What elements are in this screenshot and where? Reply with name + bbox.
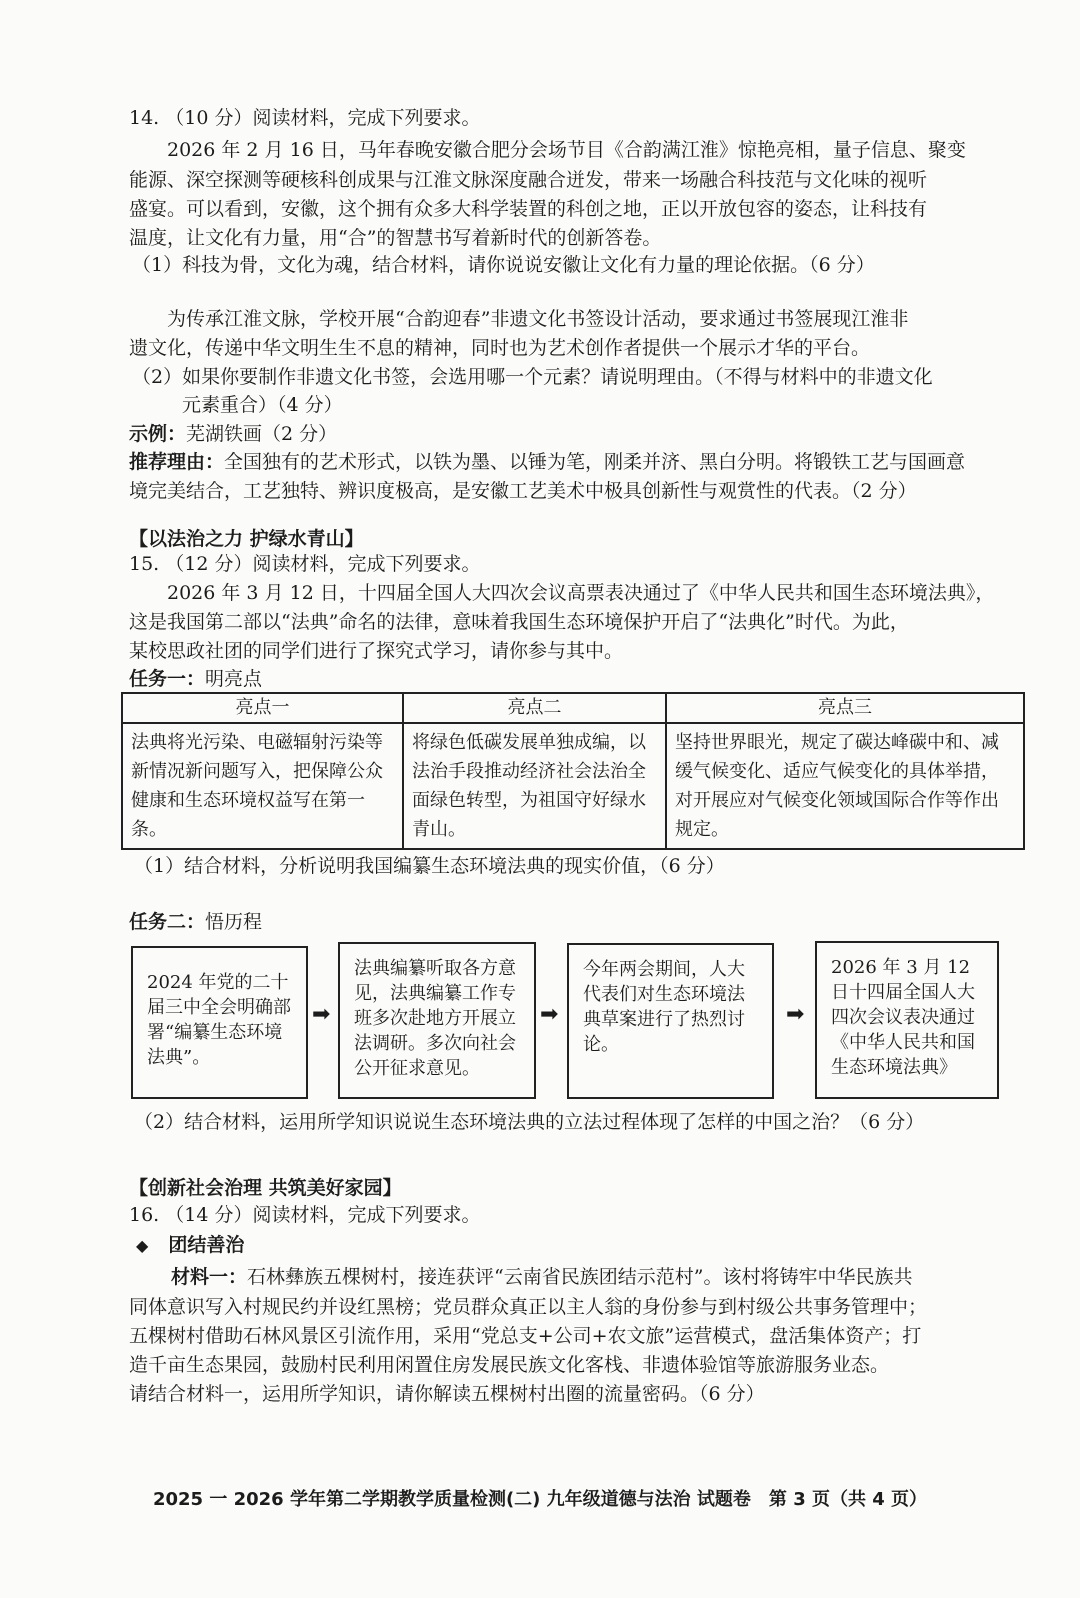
table-cell: 坚持世界眼光，规定了碳达峰碳中和、减缓气候变化、适应气候变化的具体举措，对开展应对气候变化领域国际合作等作出规定。	[666, 723, 1024, 849]
material-line	[171, 1263, 912, 1292]
table-header: 亮点二	[403, 693, 666, 723]
table-header: 亮点一	[122, 693, 403, 723]
material-label: 材料一：	[171, 1266, 248, 1288]
q14-subquestion-1: （1）科技为骨，文化为魂，结合材料，请你说说安徽让文化有力量的理论依据。（6 分）	[132, 254, 875, 276]
task2-label: 任务二：	[129, 911, 206, 933]
flow-step-2: 法典编纂听取各方意见，法典编纂工作专班多次赴地方开展立法调研。多次向社会公开征求意见。	[338, 942, 536, 1099]
q16-material-line: 五棵树村借助石林风景区引流作用，采用“党总支+公司+农文旅”运营模式，盘活集体资产；打	[129, 1325, 922, 1347]
example-label: 示例：	[129, 423, 187, 445]
flow-step-3: 今年两会期间，人大代表们对生态环境法典草案进行了热烈讨论。	[567, 943, 774, 1099]
q15-title: 15. （12 分）阅读材料，完成下列要求。	[129, 553, 481, 575]
q15-subquestion-2: （2）结合材料，运用所学知识说说生态环境法典的立法过程体现了怎样的中国之治？（6 分）	[134, 1111, 925, 1133]
task2-line	[129, 908, 262, 937]
q15-material-line: 2026 年 3 月 12 日，十四届全国人大四次会议高票表决通过了《中华人民共和国生态环境法典》，	[167, 582, 995, 604]
bullet-line	[136, 1231, 244, 1260]
example-text: 芜湖铁画（2 分）	[186, 423, 338, 445]
table-row	[122, 723, 1024, 849]
task2-name: 悟历程	[205, 911, 263, 933]
section-heading: 【以法治之力 护绿水青山】	[129, 528, 364, 550]
table-cell: 法典将光污染、电磁辐射污染等新情况新问题写入，把保障公众健康和生态环境权益写在第一条。	[122, 723, 403, 849]
q14-material2-line: 为传承江淮文脉，学校开展“合韵迎春”非遗文化书签设计活动，要求通过书签展现江淮非	[167, 308, 909, 330]
q14-title: 14. （10 分）阅读材料，完成下列要求。	[129, 107, 481, 129]
material-text: 石林彝族五棵树村，接连获评“云南省民族团结示范村”。该村将铸牢中华民族共	[247, 1266, 913, 1288]
q16-material-line: 同体意识写入村规民约并设红黑榜；党员群众真正以主人翁的身份参与到村级公共事务管理中；	[129, 1296, 928, 1318]
diamond-bullet-icon: ◆	[136, 1236, 149, 1255]
flow-step-1: 2024 年党的二十届三中全会明确部署“编纂生态环境法典”。	[131, 946, 308, 1099]
table-cell: 将绿色低碳发展单独成编，以法治手段推动经济社会法治全面绿色转型，为祖国守好绿水青山。	[403, 723, 666, 849]
reason-text-cont: 境完美结合，工艺独特、辨识度极高，是安徽工艺美术中极具创新性与观赏性的代表。（2 分）	[129, 480, 917, 502]
task1-label: 任务一：	[129, 668, 206, 690]
task1-line	[129, 665, 262, 694]
right-arrow-icon: ➡	[540, 1002, 559, 1027]
q14-material2-line: 遗文化，传递中华文明生生不息的精神，同时也为艺术创作者提供一个展示才华的平台。	[129, 337, 871, 359]
right-arrow-icon: ➡	[786, 1002, 805, 1027]
q15-subquestion-1: （1）结合材料，分析说明我国编纂生态环境法典的现实价值，（6 分）	[134, 855, 725, 877]
page-footer: 2025 一 2026 学年第二学期教学质量检测(二) 九年级道德与法治 试题卷 第 3 页（共 4 页）	[152, 1489, 928, 1510]
bullet-title: 团结善治	[168, 1234, 245, 1256]
q14-subquestion-2: （2）如果你要制作非遗文化书签，会选用哪一个元素？请说明理由。（不得与材料中的非遗文化	[132, 366, 933, 388]
q16-title: 16. （14 分）阅读材料，完成下列要求。	[129, 1204, 481, 1226]
task1-name: 明亮点	[205, 668, 263, 690]
section-heading: 【创新社会治理 共筑美好家园】	[129, 1177, 402, 1199]
highlights-table	[121, 692, 1025, 850]
flow-step-4: 2026 年 3 月 12 日十四届全国人大四次会议表决通过《中华人民共和国生态环境法典》	[815, 941, 999, 1099]
q14-subquestion-2-cont: 元素重合）（4 分）	[182, 394, 343, 416]
q16-material-line: 造千亩生态果园，鼓励村民利用闲置住房发展民族文化客栈、非遗体验馆等旅游服务业态。	[129, 1354, 890, 1376]
q15-material-line: 这是我国第二部以“法典”命名的法律，意味着我国生态环境保护开启了“法典化”时代。为此，	[129, 611, 909, 633]
q14-material-line: 2026 年 2 月 16 日，马年春晚安徽合肥分会场节目《合韵满江淮》惊艳亮相，量子信息、聚变	[167, 139, 966, 161]
q14-material-line: 能源、深空探测等硬核科创成果与江淮文脉深度融合迸发，带来一场融合科技范与文化味的视听	[129, 169, 928, 191]
q14-material-line: 盛宴。可以看到，安徽，这个拥有众多大科学装置的科创之地，正以开放包容的姿态，让科技有	[129, 198, 928, 220]
reason-text: 全国独有的艺术形式，以铁为墨、以锤为笔，刚柔并济、黑白分明。将锻铁工艺与国画意	[224, 451, 966, 473]
q15-material-line: 某校思政社团的同学们进行了探究式学习，请你参与其中。	[129, 640, 624, 662]
table-header: 亮点三	[666, 693, 1024, 723]
reason-label: 推荐理由：	[129, 451, 225, 473]
example-line	[129, 420, 337, 449]
q14-material-line: 温度，让文化有力量，用“合”的智慧书写着新时代的创新答卷。	[129, 227, 662, 249]
reason-line	[129, 448, 965, 477]
q16-question: 请结合材料一，运用所学知识，请你解读五棵树村出圈的流量密码。（6 分）	[129, 1383, 765, 1405]
table-header-row	[122, 693, 1024, 723]
right-arrow-icon: ➡	[312, 1002, 331, 1027]
